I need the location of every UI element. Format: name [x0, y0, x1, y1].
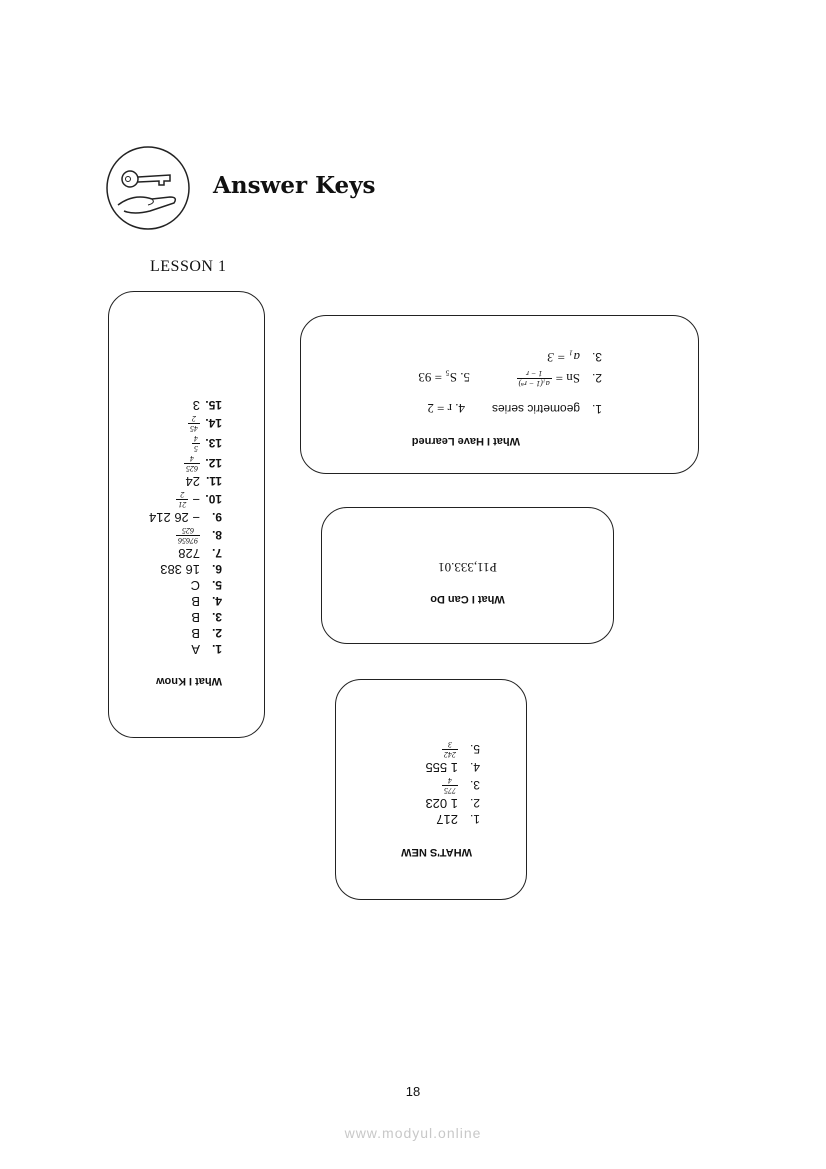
list-item — [186, 474, 222, 489]
list-item — [191, 578, 222, 593]
fraction-numerator: 45 — [190, 424, 198, 433]
fraction-numerator: 97656 — [178, 536, 198, 545]
list-item — [149, 510, 222, 525]
item-number: 5. — [469, 742, 480, 757]
what-i-can-do-card — [321, 507, 614, 644]
item-value: 3 — [192, 398, 200, 413]
item-value: 5. S₅ = 93 — [418, 370, 470, 385]
fraction-denominator: 625 — [182, 526, 194, 535]
formula-lhs: Sn = — [555, 371, 580, 387]
fraction-numerator: 625 — [186, 464, 198, 473]
item-number: 8. — [211, 528, 222, 543]
item-value: − 26 214 — [149, 510, 200, 525]
fraction — [192, 434, 200, 453]
item-value: a₁ = 3 — [547, 350, 580, 365]
card-title: What I Know — [156, 675, 222, 687]
card-title: What I Can Do — [430, 593, 505, 605]
item-value: 1 555 — [425, 760, 458, 775]
list-item — [436, 812, 480, 827]
item-value: B — [191, 594, 200, 609]
item-number: 2. — [469, 796, 480, 811]
what-i-know-card — [108, 291, 265, 738]
item-number: 3. — [469, 778, 480, 793]
item-value: B — [191, 610, 200, 625]
item-number: 4. — [469, 760, 480, 775]
fraction-numerator: 242 — [444, 750, 456, 759]
list-item — [425, 796, 480, 811]
fraction — [184, 454, 200, 473]
list-item — [178, 546, 222, 561]
item-number: 10. — [205, 492, 222, 507]
card-title: WHAT'S NEW — [401, 846, 472, 858]
item-number: 1. — [469, 812, 480, 827]
fraction-denominator: 1 − r — [525, 369, 543, 378]
item-value: 16 383 — [160, 562, 200, 577]
item-value: A — [191, 642, 200, 657]
lesson-label: LESSON 1 — [150, 258, 227, 275]
item-number: 15. — [205, 398, 222, 413]
item-number: 13. — [205, 436, 222, 451]
fraction-denominator: 2 — [180, 490, 185, 499]
item-number: 2. — [591, 371, 602, 386]
item-number: 3. — [211, 610, 222, 625]
item-number: 11. — [205, 474, 222, 489]
list-item — [191, 642, 222, 657]
fraction-denominator: 3 — [448, 740, 452, 749]
list-item — [176, 490, 222, 509]
list-item — [191, 610, 222, 625]
item-value: 217 — [436, 812, 458, 827]
list-item — [442, 740, 480, 759]
list-item — [425, 760, 480, 775]
fraction-denominator: 4 — [448, 776, 452, 785]
fraction-numerator: a₁(1 − rⁿ) — [518, 379, 550, 388]
item-value: geometric series — [491, 402, 580, 416]
fraction — [176, 526, 200, 545]
item-number: 5. — [211, 578, 222, 593]
fraction — [176, 490, 188, 509]
whats-new-card — [335, 679, 527, 900]
list-item — [191, 626, 222, 641]
fraction — [188, 414, 200, 433]
fraction-numerator: 21 — [178, 500, 187, 509]
item-number: 3. — [591, 350, 602, 364]
fraction-numerator: 775 — [444, 786, 456, 795]
key-in-hand-icon — [104, 145, 192, 233]
fraction-denominator: 2 — [192, 414, 196, 423]
fraction — [442, 740, 458, 759]
item-value: B — [191, 626, 200, 641]
item-number: 2. — [211, 626, 222, 641]
answer-value: P11,333.01 — [438, 560, 497, 575]
list-item — [442, 776, 480, 795]
fraction-denominator: 4 — [190, 454, 194, 463]
item-number: 6. — [211, 562, 222, 577]
item-value: 24 — [185, 474, 200, 489]
list-item — [160, 562, 222, 577]
watermark: www.modyul.online — [344, 1125, 482, 1141]
fraction-numerator: 5 — [194, 444, 198, 453]
card-title: What I Have Learned — [411, 435, 520, 447]
fraction-denominator: 4 — [194, 434, 198, 443]
item-number: 1. — [211, 642, 222, 657]
what-i-have-learned-card — [300, 315, 699, 474]
item-number: 4. — [211, 594, 222, 609]
list-item — [191, 594, 222, 609]
item-number: 1. — [591, 402, 602, 416]
item-number: 14. — [205, 416, 222, 431]
item-number: 12. — [205, 456, 222, 471]
page-number: 18 — [405, 1084, 421, 1099]
list-item — [176, 526, 222, 545]
item-value: 728 — [178, 546, 200, 561]
fraction — [442, 776, 458, 795]
list-item — [193, 398, 222, 413]
item-number: 9. — [211, 510, 222, 525]
item-value: C — [190, 578, 200, 593]
list-item — [184, 454, 222, 473]
item-value: 1 023 — [425, 796, 458, 811]
list-item — [188, 414, 222, 433]
page-title: Answer Keys — [213, 172, 376, 199]
item-value: 4. r = 2 — [427, 401, 465, 416]
list-item — [192, 434, 222, 453]
minus-sign: − — [192, 492, 200, 507]
item-number: 7. — [211, 546, 222, 561]
